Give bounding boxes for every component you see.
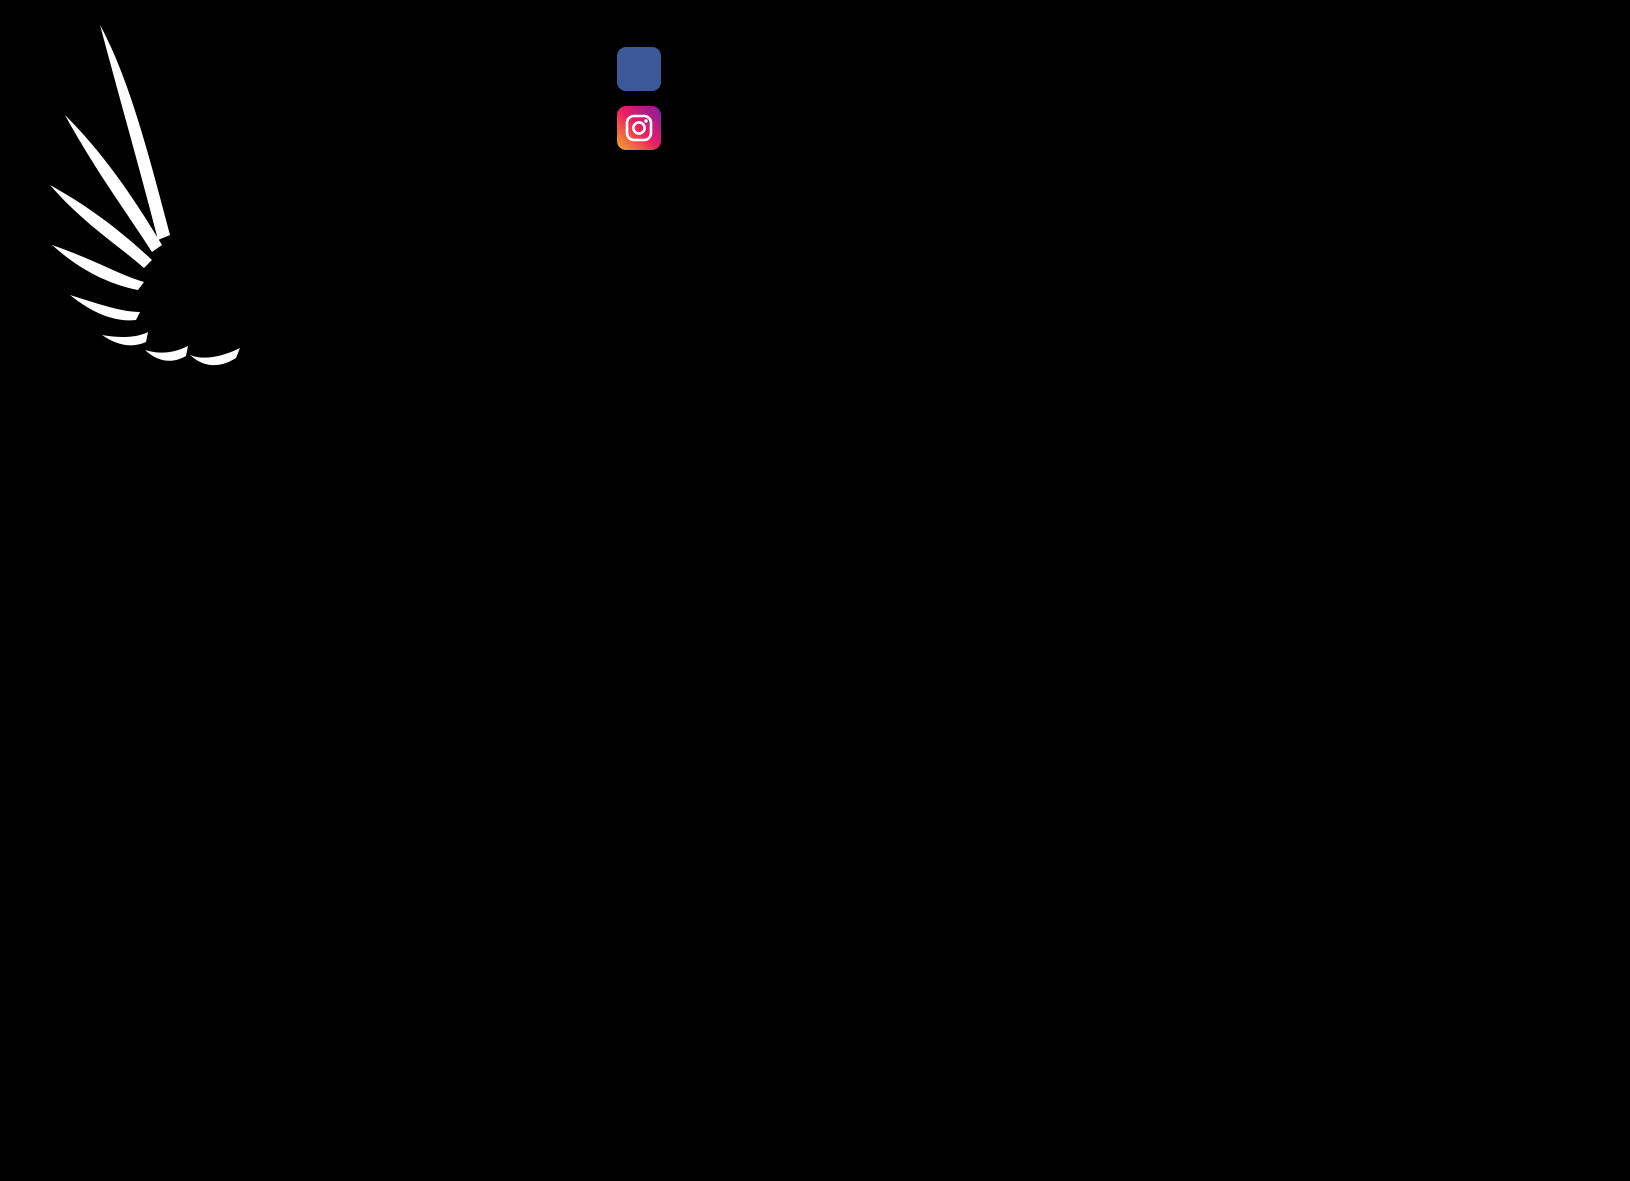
facebook-icon[interactable]: [617, 47, 661, 91]
wing-logo-icon: [40, 20, 260, 380]
instagram-glyph-icon: [624, 113, 654, 143]
instagram-icon[interactable]: [617, 106, 661, 150]
